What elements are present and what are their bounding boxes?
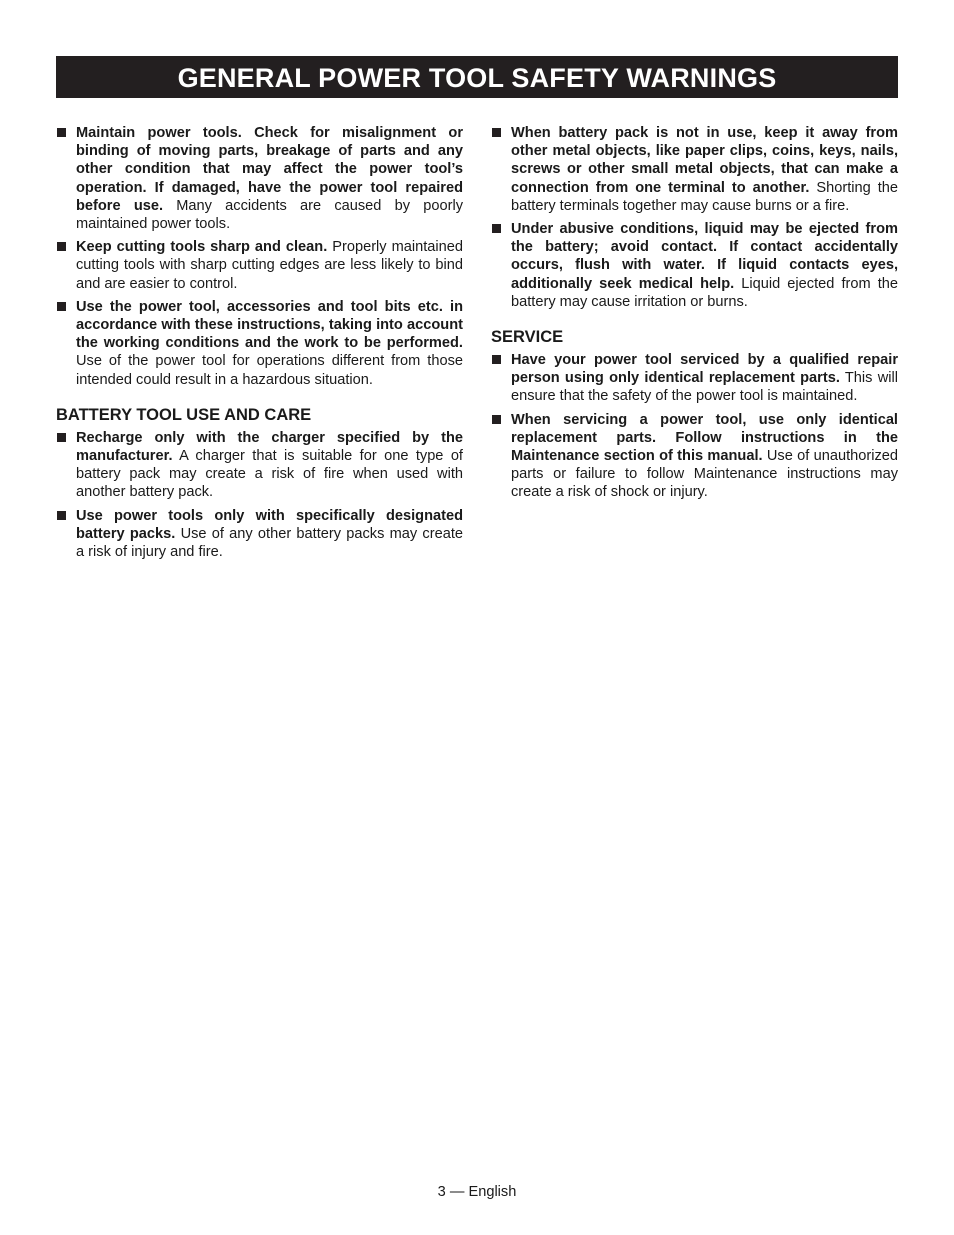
section-heading-service: SERVICE [491, 328, 564, 347]
section-heading-battery: BATTERY TOOL USE AND CARE [56, 405, 312, 424]
warning-text: Properly maintained cutting tools with sharp cutting edges are less likely to bind and are easier to control. [76, 239, 463, 292]
square-bullet-icon [492, 224, 501, 233]
warning-bold-text: When servicing a power tool, use only identical replacement parts. Follow instructions in the Maintenance section of this manual. [511, 411, 898, 465]
list-item [491, 411, 898, 502]
square-bullet-icon [57, 511, 66, 520]
page-footer: 3 — English [437, 1184, 517, 1200]
list-item [56, 238, 463, 293]
square-bullet-icon [57, 433, 66, 442]
warning-text: This will ensure that the safety of the power tool is maintained. [511, 370, 898, 405]
square-bullet-icon [492, 128, 501, 137]
list-item [491, 351, 898, 406]
right-column [491, 124, 898, 507]
warning-text: Shorting the battery terminals together may cause burns or a fire. [511, 179, 898, 214]
warning-bold-text: When battery pack is not in use, keep it away from other metal objects, like paper clips, coins, keys, nails, screws or other small metal objects, that can make a connection from one terminal to another. [511, 125, 898, 196]
page-title: GENERAL POWER TOOL SAFETY WARNINGS [56, 56, 898, 98]
square-bullet-icon [57, 242, 66, 251]
warning-text: Use of the power tool for operations different from those intended could result in a hazardous situation. [76, 353, 463, 388]
warning-bold-text: Maintain power tools. Check for misalignment or binding of moving parts, breakage of parts and any other condition that may affect the power tool’s operation. If damaged, have the power tool repaired before use. [76, 125, 463, 214]
square-bullet-icon [57, 302, 66, 311]
warning-bold-text: Have your power tool serviced by a qualified repair person using only identical replacement parts. [511, 352, 898, 387]
list-item [491, 124, 898, 215]
left-column [56, 124, 463, 566]
warning-text: Liquid ejected from the battery may cause irritation or burns. [511, 275, 899, 310]
list-item [56, 298, 463, 389]
warning-text: Use of any other battery packs may create a risk of injury and fire. [76, 525, 463, 561]
square-bullet-icon [57, 128, 66, 137]
square-bullet-icon [492, 415, 501, 424]
list-item [56, 429, 463, 502]
warning-text: Many accidents are caused by poorly maintained power tools. [76, 197, 464, 233]
warning-text: Use of unauthorized parts or failure to follow Maintenance instructions may create a risk of shock or injury. [511, 448, 898, 501]
warning-bold-text: Use the power tool, accessories and tool bits etc. in accordance with these instructions, taking into account the working conditions and the work to be performed. [76, 298, 463, 352]
square-bullet-icon [492, 355, 501, 364]
list-item [56, 507, 463, 562]
warning-text: A charger that is suitable for one type of battery pack may create a risk of fire when used with another battery pack. [76, 448, 463, 501]
warning-bold-text: Under abusive conditions, liquid may be ejected from the battery; avoid contact. If contact accidentally occurs, flush with water. If liquid contacts eyes, additionally seek medical help. [511, 221, 898, 292]
warning-bold-text: Use power tools only with specifically designated battery packs. [76, 507, 463, 542]
warning-bold-text: Keep cutting tools sharp and clean. [76, 239, 328, 256]
warning-bold-text: Recharge only with the charger specified by the manufacturer. [76, 429, 463, 465]
list-item [56, 124, 463, 233]
list-item [491, 220, 898, 311]
